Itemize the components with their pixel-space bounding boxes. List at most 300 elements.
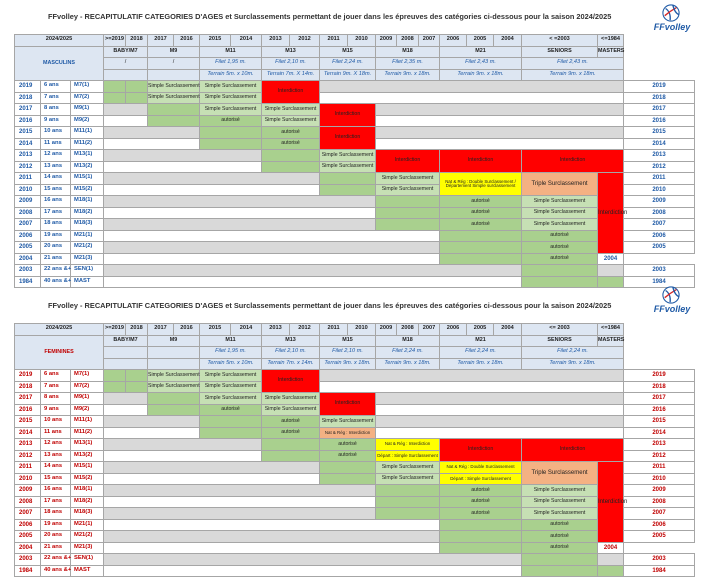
cat-cell: M18(3)	[71, 508, 104, 520]
terrain-info: Terrain 9m. x 18m.	[440, 358, 522, 370]
feminines-title: FFvolley - RECAPITULATIF CATEGORIES D'AGES et Surclassements permettant de jouer dans les épreuves des catégories ci-dessous pour la saison 2024/2025	[48, 301, 612, 310]
cell	[104, 161, 262, 173]
cat-header: SENIORS	[522, 46, 598, 58]
cell	[104, 393, 148, 405]
age-cell: 9 ans	[41, 404, 71, 416]
hdr-year: >=2019	[104, 324, 126, 336]
hdr-year: 2017	[148, 324, 174, 336]
cell	[440, 519, 522, 531]
cell: autorisé	[200, 404, 262, 416]
cell: Simple Surclassement	[522, 496, 598, 508]
empty-cell	[148, 69, 200, 81]
cell	[376, 416, 624, 428]
age-cell: 22 ans &+	[41, 554, 71, 566]
year-cell: 2016	[624, 404, 695, 416]
age-cell: 17 ans	[41, 496, 71, 508]
cell-nat-inter: Nat & Rég : Interdiction	[376, 439, 440, 451]
cell: Simple Surclassement	[320, 161, 376, 173]
year-cell: 2013	[15, 439, 41, 451]
age-cell: 10 ans	[41, 127, 71, 139]
cat-cell: M9(2)	[71, 115, 104, 127]
cell	[522, 554, 598, 566]
filet-info: Filet 2,10 m.	[320, 347, 376, 359]
age-cell: 8 ans	[41, 104, 71, 116]
cell: autorisé	[200, 115, 262, 127]
year-cell: 2009	[15, 196, 41, 208]
cell	[200, 416, 262, 428]
cell	[104, 150, 262, 162]
cell	[440, 230, 522, 242]
age-cell: 21 ans	[41, 253, 71, 265]
cell-nat-double: Nat & Rég : Double Surclassement	[440, 462, 522, 474]
cat-header: M11	[200, 46, 262, 58]
cell-interdiction: Interdiction	[522, 439, 624, 462]
filet-info: Filet 1,95 m.	[200, 58, 262, 70]
hdr-year: 2011	[320, 324, 348, 336]
hdr-year: 2004	[494, 324, 522, 336]
cell: Simple Surclassement	[522, 207, 598, 219]
filet-info: Filet 2,10 m.	[262, 347, 320, 359]
cell-interdiction: Interdiction	[262, 370, 320, 393]
year-cell: 2016	[15, 115, 41, 127]
cell	[104, 485, 376, 497]
hdr-year: 2011	[320, 35, 348, 47]
year-cell: 2007	[624, 508, 695, 520]
year-cell: 2019	[624, 370, 695, 382]
cell: autorisé	[440, 496, 522, 508]
year-cell: 2011	[624, 173, 695, 185]
cell	[598, 265, 624, 277]
cell	[104, 519, 440, 531]
cell: autorisé	[522, 519, 598, 531]
filet-info: Filet 2,24 m.	[440, 347, 522, 359]
cell-nat-inter	[320, 427, 376, 439]
cell	[262, 450, 320, 462]
cell	[148, 393, 200, 405]
empty-cell	[148, 358, 200, 370]
cat-cell: M13(2)	[71, 450, 104, 462]
hdr-year: 2012	[290, 324, 320, 336]
cat-header: M21	[440, 46, 522, 58]
hdr-year: 2016	[174, 324, 200, 336]
year-cell: 2014	[15, 427, 41, 439]
year-cell: 2017	[624, 104, 695, 116]
cell	[126, 81, 148, 93]
year-cell: 2012	[624, 450, 695, 462]
cell	[320, 92, 624, 104]
year-cell: 2008	[624, 207, 695, 219]
cat-cell: SEN(1)	[71, 554, 104, 566]
terrain-info: Terrain 7m. x 14m.	[262, 358, 320, 370]
cell: Simple Surclassement	[262, 104, 320, 116]
year-cell: 2007	[15, 508, 41, 520]
cell	[262, 439, 320, 451]
year-cell: 2006	[15, 230, 41, 242]
cell-nat-double: Nat & Rég : Double Surclassement / Département Simple surclassement	[440, 173, 522, 196]
cell-depart-simple: Départ : Simple Surclassement	[376, 450, 440, 462]
logo-text: FFvolley	[653, 22, 691, 32]
year-cell: 2003	[15, 554, 41, 566]
cell-interdiction: Interdiction	[440, 150, 522, 173]
cell	[376, 196, 440, 208]
cell	[376, 496, 440, 508]
cell: Simple Surclassement	[376, 184, 440, 196]
cell	[522, 565, 598, 577]
cell	[104, 381, 126, 393]
cell	[200, 127, 262, 139]
year-cell: 2011	[15, 462, 41, 474]
season-cell: 2024/2025	[15, 324, 104, 336]
cat-cell: M18(1)	[71, 485, 104, 497]
masculins-label: MASCULINS	[15, 46, 104, 81]
cell	[104, 508, 376, 520]
cell-interdiction: Interdiction	[320, 393, 376, 416]
feminines-table	[14, 323, 695, 577]
year-cell: 2010	[624, 473, 695, 485]
age-cell: 15 ans	[41, 473, 71, 485]
year-cell: 2012	[624, 161, 695, 173]
age-cell: 19 ans	[41, 230, 71, 242]
year-cell: 2018	[624, 381, 695, 393]
cat-header: M15	[320, 335, 376, 347]
ffvolley-logo	[652, 286, 692, 316]
cell: Simple Surclassement	[200, 81, 262, 93]
year-cell: 2003	[624, 554, 695, 566]
age-cell: 12 ans	[41, 439, 71, 451]
hdr-year: 2007	[419, 35, 440, 47]
cell	[104, 104, 148, 116]
age-cell: 40 ans &+	[41, 565, 71, 577]
cat-cell: M9(1)	[71, 393, 104, 405]
cell: Simple Surclassement	[522, 508, 598, 520]
hdr-year: 2005	[467, 324, 494, 336]
cell-interdiction: Interdiction	[376, 150, 440, 173]
cat-cell: M13(1)	[71, 150, 104, 162]
age-cell: 12 ans	[41, 150, 71, 162]
terrain-info: Terrain 9m. x 18m.	[522, 69, 624, 81]
year-cell: 2011	[15, 173, 41, 185]
year-cell: 2015	[624, 416, 695, 428]
year-cell: 2013	[15, 150, 41, 162]
cell	[104, 462, 320, 474]
age-cell: 11 ans	[41, 427, 71, 439]
age-cell: 15 ans	[41, 184, 71, 196]
hdr-year: 2015	[200, 324, 231, 336]
year-cell: 2005	[624, 242, 695, 254]
cat-header: SENIORS	[522, 335, 598, 347]
cell: autorisé	[440, 196, 522, 208]
hdr-year: 2005	[467, 35, 494, 47]
cell: autorisé	[440, 485, 522, 497]
age-cell: 21 ans	[41, 542, 71, 554]
hdr-year: 2015	[200, 35, 231, 47]
year-cell: 2017	[15, 393, 41, 405]
slash: /	[148, 58, 200, 70]
cat-cell: M15(2)	[71, 184, 104, 196]
empty-cell	[104, 358, 148, 370]
slash: /	[104, 58, 148, 70]
cat-cell: M18(1)	[71, 196, 104, 208]
cell	[440, 542, 522, 554]
cell: Simple Surclassement	[522, 485, 598, 497]
cat-header: M15	[320, 46, 376, 58]
cat-cell: M15(2)	[71, 473, 104, 485]
terrain-info: Terrain 9m. x 18m.	[522, 358, 624, 370]
hdr-year: 2009	[376, 35, 397, 47]
year-cell: 2005	[15, 242, 41, 254]
year-cell: 2015	[15, 127, 41, 139]
cell	[104, 127, 200, 139]
cell: Simple Surclassement	[320, 416, 376, 428]
terrain-info: Terrain 9m. x 18m.	[376, 69, 440, 81]
cell: autorisé	[320, 450, 376, 462]
cell	[320, 462, 376, 474]
filet-info: Filet 2,24 m.	[376, 347, 440, 359]
terrain-info: Terrain 9m. x 18m.	[440, 69, 522, 81]
age-cell: 14 ans	[41, 462, 71, 474]
cat-header: BABY/M7	[104, 335, 148, 347]
hdr-year: 2007	[419, 324, 440, 336]
year-cell: 2017	[624, 393, 695, 405]
hdr-year: 2016	[174, 35, 200, 47]
year-cell: 2010	[15, 184, 41, 196]
age-cell: 18 ans	[41, 508, 71, 520]
cell	[104, 242, 440, 254]
hdr-year: 2010	[348, 35, 376, 47]
cell	[104, 542, 440, 554]
cat-header: M11	[200, 335, 262, 347]
year-cell: 1984	[15, 565, 41, 577]
cat-cell: M21(3)	[71, 542, 104, 554]
year-cell: 2005	[624, 531, 695, 543]
cat-header: M18	[376, 335, 440, 347]
cell: Simple Surclassement	[148, 381, 200, 393]
age-cell: 6 ans	[41, 81, 71, 93]
cat-cell: M15(1)	[71, 462, 104, 474]
cell	[376, 404, 624, 416]
cell	[104, 450, 262, 462]
cell	[200, 138, 262, 150]
age-cell: 20 ans	[41, 242, 71, 254]
cat-cell: MAST	[71, 565, 104, 577]
cell	[376, 115, 624, 127]
cat-header: MASTERS	[598, 335, 624, 347]
age-cell: 6 ans	[41, 370, 71, 382]
cell	[200, 427, 262, 439]
cell	[522, 276, 598, 288]
cell: autorisé	[320, 439, 376, 451]
age-cell: 18 ans	[41, 219, 71, 231]
cell	[320, 381, 624, 393]
cell	[376, 207, 440, 219]
year-cell: 2019	[624, 81, 695, 93]
year-cell: 2006	[624, 230, 695, 242]
cell	[104, 554, 522, 566]
cell	[440, 242, 522, 254]
hdr-year: <= 2003	[522, 324, 598, 336]
cat-cell: MAST	[71, 276, 104, 288]
year-cell: 2004	[15, 542, 41, 554]
year-cell: 2013	[624, 439, 695, 451]
cat-cell: M18(2)	[71, 496, 104, 508]
cell	[104, 207, 376, 219]
volleyball-icon	[662, 4, 680, 22]
cell	[376, 485, 440, 497]
hdr-year: 2017	[148, 35, 174, 47]
age-cell: 7 ans	[41, 381, 71, 393]
cell: Simple Surclassement	[148, 92, 200, 104]
cell-interdiction: Interdiction	[598, 462, 624, 543]
hdr-year: 2012	[290, 35, 320, 47]
cell	[104, 265, 522, 277]
cell	[126, 92, 148, 104]
cell: autorisé	[522, 542, 598, 554]
hdr-year: 2013	[262, 324, 290, 336]
cell: autorisé	[262, 127, 320, 139]
cat-cell: M7(2)	[71, 381, 104, 393]
cell	[104, 473, 320, 485]
cell-interdiction: Interdiction	[262, 81, 320, 104]
year-cell: 2015	[15, 416, 41, 428]
cell	[148, 115, 200, 127]
cell	[104, 219, 376, 231]
year-cell: 1984	[624, 565, 695, 577]
cell: Simple Surclassement	[200, 381, 262, 393]
cell-triple: Triple Surclassement	[522, 173, 598, 196]
cell: autorisé	[262, 416, 320, 428]
cat-cell: M9(2)	[71, 404, 104, 416]
year-cell: 2014	[624, 427, 695, 439]
year-cell: 2015	[624, 127, 695, 139]
cell: Simple Surclassement	[262, 393, 320, 405]
cat-cell: M11(1)	[71, 416, 104, 428]
year-cell: 2004	[598, 253, 624, 265]
year-cell: 2014	[624, 138, 695, 150]
year-cell: 2013	[624, 150, 695, 162]
age-cell: 11 ans	[41, 138, 71, 150]
cell-interdiction: Interdiction	[440, 439, 522, 462]
cell: autorisé	[522, 242, 598, 254]
cat-header: M9	[148, 335, 200, 347]
cell	[104, 184, 320, 196]
masculins-title: FFvolley - RECAPITULATIF CATEGORIES D'AGES et Surclassements permettant de jouer dans les épreuves des catégories ci-dessous pour la saison 2024/2025	[48, 12, 612, 21]
cat-cell: M7(1)	[71, 81, 104, 93]
cat-cell: M7(1)	[71, 370, 104, 382]
cell	[104, 416, 200, 428]
year-cell: 2019	[15, 81, 41, 93]
year-cell: 2006	[624, 519, 695, 531]
cat-cell: M21(1)	[71, 230, 104, 242]
cat-header: M9	[148, 46, 200, 58]
age-cell: 17 ans	[41, 207, 71, 219]
hdr-year: 2014	[231, 35, 262, 47]
empty-cell	[104, 347, 148, 359]
hdr-year: 2013	[262, 35, 290, 47]
hdr-year: 2006	[440, 324, 467, 336]
year-cell: 2006	[15, 519, 41, 531]
terrain-info: Terrain 5m. x 10m.	[200, 69, 262, 81]
cell	[104, 253, 440, 265]
hdr-year: 2018	[126, 35, 148, 47]
year-cell: 2018	[624, 92, 695, 104]
terrain-info: Terrain 9m. x 18m.	[320, 358, 376, 370]
cell	[104, 276, 522, 288]
volleyball-icon	[662, 286, 680, 304]
cell	[262, 150, 320, 162]
cat-header: M18	[376, 46, 440, 58]
cat-header: M13	[262, 335, 320, 347]
hdr-year: 2008	[397, 35, 419, 47]
cell	[104, 565, 522, 577]
age-cell: 13 ans	[41, 161, 71, 173]
cell	[104, 115, 148, 127]
cell	[104, 92, 126, 104]
filet-info: Filet 2,24 m.	[522, 347, 624, 359]
cell	[440, 531, 522, 543]
empty-cell	[104, 69, 148, 81]
hdr-year: < =2003	[522, 35, 598, 47]
terrain-info: Terrain 9m. X 18m.	[320, 69, 376, 81]
year-cell: 2011	[624, 462, 695, 474]
filet-info: Filet 2,35 m.	[376, 58, 440, 70]
cell: Simple Surclassement	[262, 115, 320, 127]
cell	[104, 81, 126, 93]
cell-interdiction: Interdiction	[598, 173, 624, 254]
year-cell: 2004	[598, 542, 624, 554]
cell	[104, 531, 440, 543]
cell	[104, 427, 200, 439]
cell	[148, 104, 200, 116]
cat-cell: M21(3)	[71, 253, 104, 265]
cell	[104, 439, 262, 451]
cell-triple: Triple Surclassement	[522, 462, 598, 485]
cell	[320, 184, 376, 196]
cell	[104, 138, 200, 150]
cell	[126, 370, 148, 382]
year-cell: 2003	[15, 265, 41, 277]
cat-cell: M18(2)	[71, 207, 104, 219]
cell	[376, 104, 624, 116]
season-cell: 2024/2025	[15, 35, 104, 47]
year-cell: 2009	[624, 485, 695, 497]
cat-cell: M7(2)	[71, 92, 104, 104]
age-cell: 16 ans	[41, 196, 71, 208]
cell: autorisé	[262, 138, 320, 150]
cat-header: MASTERS	[598, 46, 624, 58]
cell: Simple Surclassement	[376, 173, 440, 185]
cat-cell: M21(2)	[71, 242, 104, 254]
cell: autorisé	[440, 219, 522, 231]
hdr-year: <=1984	[598, 35, 624, 47]
cell	[376, 127, 624, 139]
cell: Simple Surclassement	[376, 462, 440, 474]
cell: Simple Surclassement	[320, 150, 376, 162]
cell	[376, 427, 624, 439]
cell	[376, 508, 440, 520]
filet-info: Filet 2,43 m.	[440, 58, 522, 70]
cell	[320, 81, 624, 93]
age-cell: 16 ans	[41, 485, 71, 497]
hdr-year: 2018	[126, 324, 148, 336]
cell: autorisé	[440, 508, 522, 520]
age-cell: 19 ans	[41, 519, 71, 531]
cat-header: BABY/M7	[104, 46, 148, 58]
cell-interdiction: Interdiction	[522, 150, 624, 173]
cell	[104, 230, 440, 242]
year-cell: 2007	[624, 219, 695, 231]
cell	[522, 265, 598, 277]
cell: Simple Surclassement	[262, 404, 320, 416]
